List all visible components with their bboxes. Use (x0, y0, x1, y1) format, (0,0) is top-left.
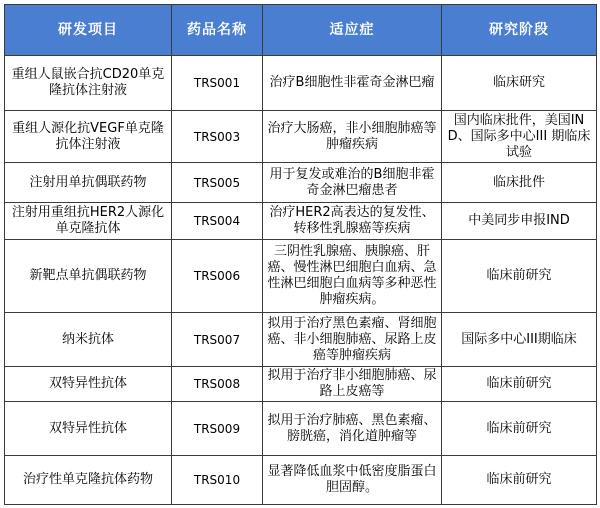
cell-project: 注射用单抗偶联药物 (5, 163, 172, 203)
table-row (5, 240, 597, 313)
header-project: 研发项目 (5, 5, 172, 56)
cell-drug: TRS004 (172, 203, 263, 240)
cell-drug: TRS005 (172, 163, 263, 203)
cell-project: 重组人鼠嵌合抗CD20单克隆抗体注射液 (5, 56, 172, 111)
cell-drug: TRS008 (172, 367, 263, 402)
cell-stage: 临床前研究 (442, 240, 597, 313)
cell-stage: 国内临床批件，美国IND、国际多中心III 期临床试验 (442, 111, 597, 163)
cell-drug: TRS003 (172, 111, 263, 163)
cell-indication: 拟用于治疗肺癌、黑色素瘤、膀胱癌，消化道肿瘤等 (263, 402, 442, 456)
cell-stage: 临床前研究 (442, 367, 597, 402)
header-stage: 研究阶段 (442, 5, 597, 56)
cell-indication: 治疗B细胞性非霍奇金淋巴瘤 (263, 56, 442, 111)
cell-project: 治疗性单克隆抗体药物 (5, 456, 172, 505)
cell-stage: 临床研究 (442, 56, 597, 111)
cell-indication: 显著降低血浆中低密度脂蛋白胆固醇。 (263, 456, 442, 505)
cell-stage: 临床前研究 (442, 456, 597, 505)
cell-project: 注射用重组抗HER2人源化单克隆抗体 (5, 203, 172, 240)
cell-indication: 三阴性乳腺癌、胰腺癌、肝癌、慢性淋巴细胞白血病、急性淋巴细胞白血病等多种恶性肿瘤疾病。 (263, 240, 442, 313)
table-row (5, 203, 597, 240)
cell-stage: 中美同步申报IND (442, 203, 597, 240)
table-row (5, 56, 597, 111)
cell-indication: 用于复发或难治的B细胞非霍奇金淋巴瘤患者 (263, 163, 442, 203)
table-row (5, 367, 597, 402)
cell-stage: 临床批件 (442, 163, 597, 203)
cell-project: 纳米抗体 (5, 313, 172, 367)
table-row (5, 313, 597, 367)
table-row (5, 163, 597, 203)
table-header-row (5, 5, 597, 56)
cell-project: 新靶点单抗偶联药物 (5, 240, 172, 313)
table-row (5, 456, 597, 505)
pipeline-table-container (4, 4, 596, 504)
cell-drug: TRS010 (172, 456, 263, 505)
table-row (5, 402, 597, 456)
cell-drug: TRS009 (172, 402, 263, 456)
table-row (5, 111, 597, 163)
header-drug-name: 药品名称 (172, 5, 263, 56)
cell-drug: TRS001 (172, 56, 263, 111)
cell-project: 重组人源化抗VEGF单克隆抗体注射液 (5, 111, 172, 163)
cell-drug: TRS007 (172, 313, 263, 367)
cell-drug: TRS006 (172, 240, 263, 313)
cell-indication: 治疗大肠癌，非小细胞肺癌等肿瘤疾病 (263, 111, 442, 163)
cell-stage: 临床前研究 (442, 402, 597, 456)
pipeline-table (4, 4, 597, 505)
cell-stage: 国际多中心III期临床 (442, 313, 597, 367)
cell-project: 双特异性抗体 (5, 402, 172, 456)
cell-project: 双特异性抗体 (5, 367, 172, 402)
header-indication: 适应症 (263, 5, 442, 56)
cell-indication: 治疗HER2高表达的复发性、转移性乳腺癌等疾病 (263, 203, 442, 240)
cell-indication: 拟用于治疗黑色素瘤、肾细胞癌、非小细胞肺癌、尿路上皮癌等肿瘤疾病 (263, 313, 442, 367)
cell-indication: 拟用于治疗非小细胞肺癌、尿路上皮癌等 (263, 367, 442, 402)
